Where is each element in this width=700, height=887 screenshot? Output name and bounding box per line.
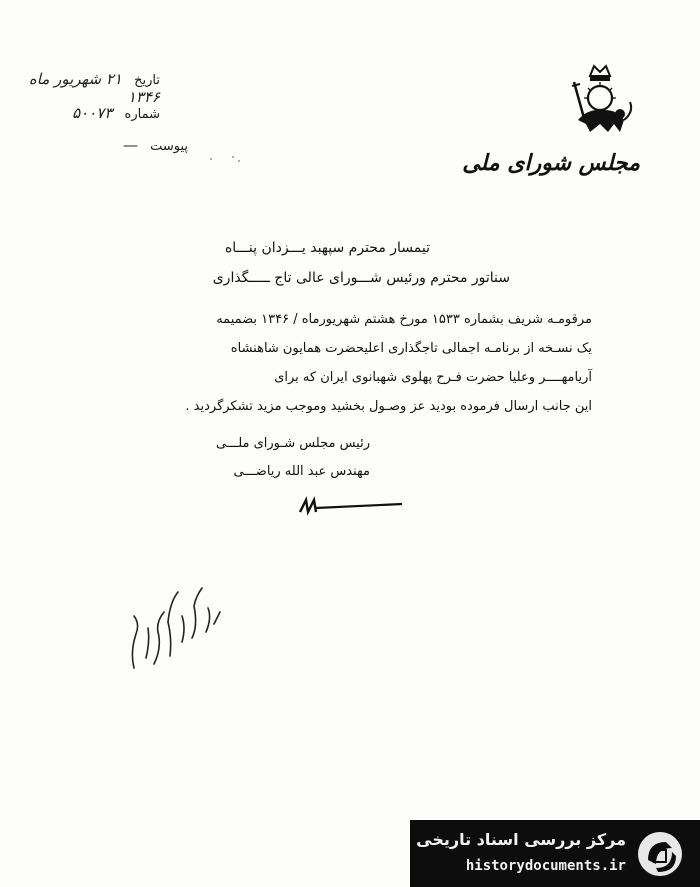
org-name: مجلس شورای ملی [462, 150, 640, 176]
archive-logo-icon [636, 830, 684, 878]
paper-speck [238, 160, 240, 162]
body-line-2: یک نسـخه از برنامـه اجمالی تاجگذاری اعلیحضرت همایون شاهنشاه [230, 341, 592, 356]
archive-footer [410, 820, 700, 887]
date-label: تاریخ [134, 73, 160, 88]
number-value: ۵۰۰۷۳ [72, 104, 113, 122]
attachment-row [123, 136, 188, 154]
number-row [72, 104, 160, 122]
date-row [0, 70, 160, 106]
lion-and-sun-emblem-icon [560, 62, 640, 142]
attachment-dash: — [122, 136, 138, 154]
footer-title: مرکز بررسی اسناد تاریخی [416, 830, 626, 849]
signatory-title: رئیس مجلس شـورای ملـــی [215, 436, 370, 451]
footer-url: historydocuments.ir [465, 858, 626, 874]
body-line-3: آریامهــــر وعلیا حضرت فـرح پهلوی شهبانوی ایران که برای [274, 370, 592, 385]
date-value: ۲۱ شهریور ماه ۱۳۴۶ [28, 70, 160, 106]
signature-mark [296, 494, 406, 518]
attachment-label: پیوست [150, 139, 188, 154]
paper-speck [210, 158, 212, 160]
recipient-line-1: تیمسار محترم سپهبد یـــزدان پنـــاه [224, 240, 430, 256]
signatory-name: مهندس عبد الله ریاضـــی [233, 464, 370, 479]
body-line-1: مرقومـه شریف بشماره ۱۵۳۳ مورخ هشتم شهریورماه / ۱۳۴۶ بضمیمه [216, 312, 592, 327]
handwritten-note-icon [120, 572, 230, 682]
body-line-4: این جانب ارسال فرموده بودید عز وصـول بخشید وموجب مزید تشکرگردید . [185, 399, 592, 414]
number-label: شماره [124, 107, 160, 122]
paper-speck [232, 156, 234, 158]
recipient-line-2: سناتور محترم ورئیس شـــورای عالی تاج ـــــگذاری [212, 270, 510, 286]
